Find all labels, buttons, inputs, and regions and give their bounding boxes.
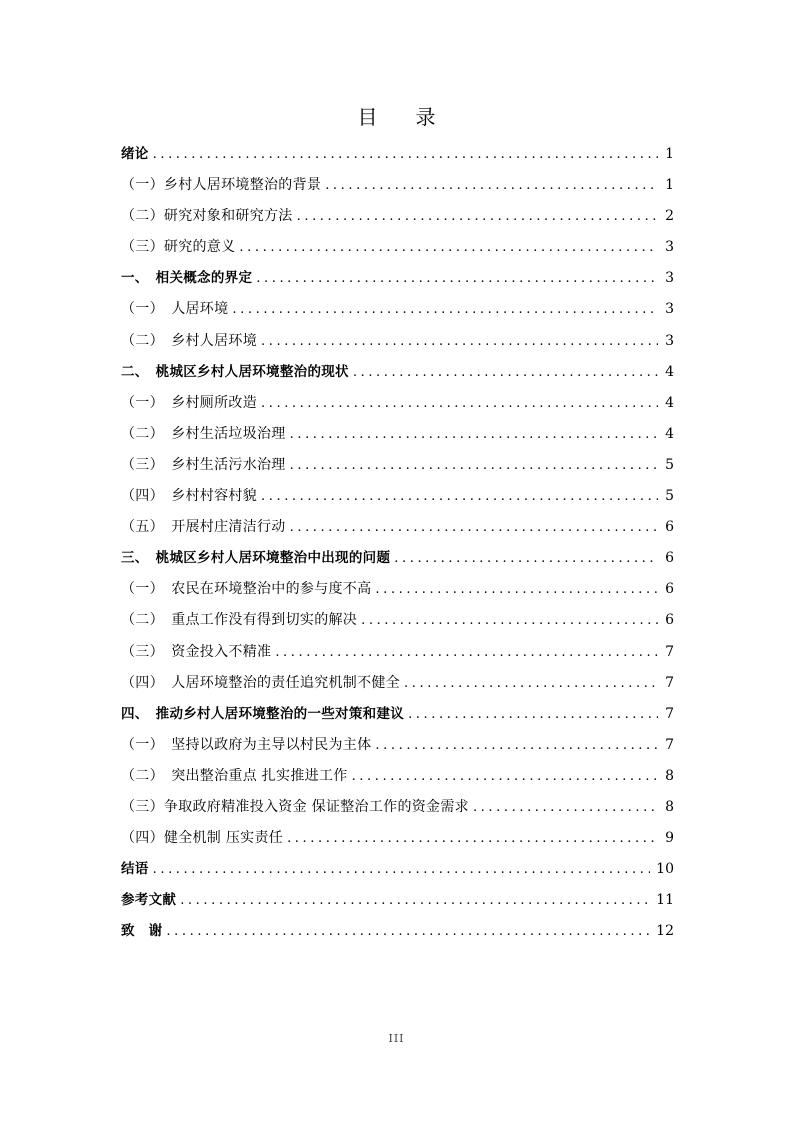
toc-entry-label: （一）乡村人居环境整治的背景 (121, 177, 322, 194)
toc-dot-leader (261, 485, 658, 509)
toc-entry-label: （五） 开展村庄清洁行动 (121, 519, 286, 536)
toc-dot-leader (375, 734, 658, 758)
toc-dot-leader (404, 672, 658, 696)
toc-entry[interactable] (121, 826, 674, 857)
toc-entry-page: 8 (665, 798, 674, 815)
toc-entry[interactable] (121, 329, 674, 360)
toc-entry-page: 7 (665, 705, 674, 722)
toc-entry[interactable] (121, 391, 674, 422)
toc-entry-page: 10 (656, 861, 674, 878)
toc-entry[interactable] (121, 702, 674, 733)
toc-entry-page: 4 (665, 394, 674, 411)
toc-entry[interactable] (121, 173, 674, 204)
toc-entry-page: 9 (665, 830, 674, 847)
toc-entry-page: 5 (665, 488, 674, 505)
toc-entry-label: （二）研究对象和研究方法 (121, 208, 293, 225)
toc-entry-label: （三）研究的意义 (121, 239, 236, 256)
toc-entry-label: 三、 桃城区乡村人居环境整治中出现的问题 (121, 550, 391, 567)
toc-entry-label: （二） 乡村生活垃圾治理 (121, 425, 286, 442)
toc-entry-label: （二） 突出整治重点 扎实推进工作 (121, 767, 348, 784)
toc-entry-label: （一） 乡村厕所改造 (121, 394, 257, 411)
toc-dot-leader (256, 267, 658, 291)
toc-dot-leader (275, 641, 658, 665)
toc-dot-leader (153, 858, 651, 882)
toc-entry-page: 1 (665, 177, 674, 194)
toc-entry[interactable] (121, 453, 674, 484)
toc-entry-page: 6 (665, 581, 674, 598)
toc-dot-leader (153, 143, 658, 167)
page-number-footer: III (388, 1032, 405, 1045)
toc-entry[interactable] (121, 733, 674, 764)
toc-entry-page: 3 (665, 270, 674, 287)
toc-entry-label: （四） 人居环境整治的责任追究机制不健全 (121, 674, 400, 691)
toc-entry[interactable] (121, 142, 674, 173)
toc-entry[interactable] (121, 857, 674, 888)
toc-entry[interactable] (121, 640, 674, 671)
toc-entry-label: （三） 乡村生活污水治理 (121, 456, 286, 473)
toc-entry[interactable] (121, 795, 674, 826)
toc-entry-page: 7 (665, 736, 674, 753)
toc-dot-leader (180, 889, 650, 913)
toc-entry[interactable] (121, 422, 674, 453)
toc-entry-label: 致 谢 (121, 923, 163, 940)
toc-dot-leader (375, 578, 658, 602)
toc-entry-label: （二） 乡村人居环境 (121, 332, 257, 349)
toc-entry-page: 7 (665, 674, 674, 691)
toc-dot-leader (290, 454, 658, 478)
toc-entry-label: 参考文献 (121, 892, 177, 909)
toc-entry-label: （四）健全机制 压实责任 (121, 830, 284, 847)
toc-entry[interactable] (121, 484, 674, 515)
toc-entry-label: （一） 人居环境 (121, 301, 229, 318)
toc-entry-label: （二） 重点工作没有得到切实的解决 (121, 612, 358, 629)
toc-entry[interactable] (121, 577, 674, 608)
toc-dot-leader (353, 361, 658, 385)
toc-entry[interactable] (121, 515, 674, 546)
toc-dot-leader (325, 174, 658, 198)
toc-entry-page: 3 (665, 239, 674, 256)
table-of-contents (121, 142, 674, 950)
toc-entry-page: 3 (665, 301, 674, 318)
toc-dot-leader (261, 392, 658, 416)
toc-dot-leader (239, 236, 658, 260)
toc-entry-label: 二、 桃城区乡村人居环境整治的现状 (121, 363, 349, 380)
toc-entry-page: 7 (665, 643, 674, 660)
toc-dot-leader (261, 330, 658, 354)
toc-entry-label: （一） 农民在环境整治中的参与度不高 (121, 581, 372, 598)
toc-entry-page: 1 (665, 146, 674, 162)
toc-dot-leader (166, 920, 650, 944)
toc-entry-page: 11 (656, 892, 674, 909)
toc-dot-leader (408, 703, 658, 727)
toc-entry[interactable] (121, 671, 674, 702)
page-title: 目录 (357, 105, 474, 129)
toc-entry[interactable] (121, 546, 674, 577)
toc-entry-label: 四、 推动乡村人居环境整治的一些对策和建议 (121, 705, 405, 722)
toc-dot-leader (297, 205, 658, 229)
toc-entry-page: 4 (665, 425, 674, 442)
toc-entry-page: 5 (665, 456, 674, 473)
toc-entry-page: 12 (656, 923, 674, 940)
toc-entry-page: 3 (665, 332, 674, 349)
toc-entry[interactable] (121, 204, 674, 235)
toc-dot-leader (352, 765, 658, 789)
toc-entry-page: 6 (665, 612, 674, 629)
toc-entry-label: （三） 资金投入不精准 (121, 643, 272, 660)
toc-entry-page: 6 (665, 519, 674, 536)
toc-dot-leader (361, 609, 658, 633)
toc-dot-leader (287, 827, 658, 851)
toc-entry[interactable] (121, 266, 674, 297)
toc-entry[interactable] (121, 764, 674, 795)
toc-entry-label: （三）争取政府精准投入资金 保证整治工作的资金需求 (121, 798, 469, 815)
toc-entry-page: 2 (665, 208, 674, 225)
toc-entry-page: 4 (665, 363, 674, 380)
toc-dot-leader (290, 516, 658, 540)
toc-entry[interactable] (121, 919, 674, 950)
toc-entry[interactable] (121, 608, 674, 639)
toc-entry[interactable] (121, 297, 674, 328)
toc-entry-page: 8 (665, 767, 674, 784)
toc-entry[interactable] (121, 360, 674, 391)
toc-entry-label: （一） 坚持以政府为主导以村民为主体 (121, 736, 372, 753)
toc-dot-leader (232, 298, 658, 322)
toc-dot-leader (290, 423, 658, 447)
toc-entry-page: 6 (665, 550, 674, 567)
toc-entry-label: 一、 相关概念的界定 (121, 270, 253, 287)
toc-dot-leader (394, 547, 658, 571)
toc-entry-label: 绪论 (121, 146, 149, 162)
toc-entry[interactable] (121, 235, 674, 266)
toc-entry-label: 结语 (121, 861, 149, 878)
toc-entry[interactable] (121, 888, 674, 919)
toc-dot-leader (473, 796, 658, 820)
toc-entry-label: （四） 乡村村容村貌 (121, 488, 257, 505)
